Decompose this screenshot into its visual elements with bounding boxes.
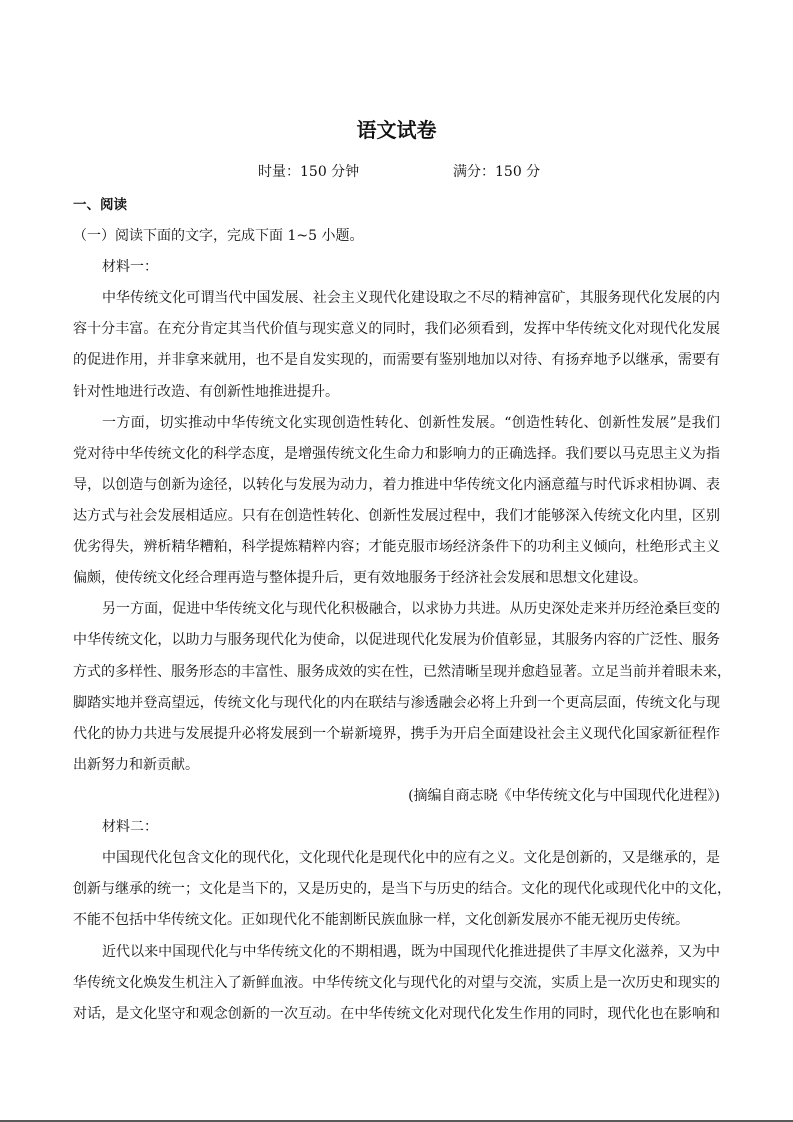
instruction — [73, 221, 720, 252]
text-line: 材料一： — [102, 259, 158, 276]
text-line: 针对性地进行改造、有创新性地推进提升。 — [73, 383, 339, 400]
text-line: 材料二： — [102, 819, 158, 836]
text-line: 创新与继承的统一；文化是当下的，又是历史的，是当下与历史的结合。文化的现代化或现代化中的文化， — [73, 881, 731, 898]
text-line: （一）阅读下面的文字，完成下面 1~5 小题。 — [73, 228, 364, 244]
paragraph — [73, 843, 731, 936]
text-line: 不能不包括中华传统文化。正如现代化不能割断民族血脉一样，文化创新发展亦不能无视历史传统。 — [73, 912, 689, 929]
text-line: 达方式与社会发展相适应。只有在创造性转化、创新性发展过程中，我们才能够深入传统文化内里，区别 — [73, 507, 720, 524]
material-label — [73, 812, 720, 843]
document-body — [73, 221, 731, 1030]
text-line: 容十分丰富。在充分肯定其当代价值与现实意义的同时，我们必须看到，发挥中华传统文化对现代化发展 — [73, 321, 720, 338]
text-line: 的促进作用，并非拿来就用，也不是自发实现的，而需要有鉴别地加以对待、有扬弃地予以继承，需要有 — [73, 352, 720, 369]
exam-full-score: 满分：150 分 — [453, 164, 541, 180]
text-line: 中华传统文化，以助力与服务现代化为使命，以促进现代化发展为价值彰显，其服务内容的广泛性、服务 — [73, 632, 720, 649]
text-line: 中华传统文化可谓当代中国发展、社会主义现代化建设取之不尽的精神富矿，其服务现代化发展的内 — [102, 290, 720, 307]
paragraph — [73, 283, 720, 407]
section-heading: 一、阅读 — [73, 197, 127, 213]
text-line: 脚踏实地并登高望远，传统文化与现代化的内在联结与渗透融会必将上升到一个更高层面，传统文化与现 — [73, 694, 720, 711]
text-line: 另一方面，促进中华传统文化与现代化积极融合，以求协力共进。从历史深处走来并历经沧桑巨变的 — [102, 601, 720, 618]
text-line: 偏颇，使传统文化经合理再造与整体提升后，更有效地服务于经济社会发展和思想文化建设。 — [73, 570, 647, 587]
text-line: 导，以创造与创新为途径，以转化与发展为动力，着力推进中华传统文化内涵意蕴与时代诉求相协调、表 — [73, 476, 720, 493]
paragraph — [73, 594, 731, 781]
text-line: 华传统文化焕发生机注入了新鲜血液。中华传统文化与现代化的对望与交流，实质上是一次历史和现实的 — [73, 974, 720, 991]
text-line: 中国现代化包含文化的现代化，文化现代化是现代化中的应有之义。文化是创新的，又是继承的，是 — [102, 850, 720, 867]
text-line: 对话，是文化坚守和观念创新的一次互动。在中华传统文化对现代化发生作用的同时，现代化也在影响和 — [73, 1005, 720, 1022]
text-line: 优劣得失，辨析精华糟粕，科学提炼精粹内容；才能克服市场经济条件下的功利主义倾向，杜绝形式主义 — [73, 539, 720, 556]
material-label — [73, 252, 720, 283]
text-line: 出新努力和新贡献。 — [73, 756, 199, 773]
text-line: 党对待中华传统文化的科学态度，是增强传统文化生命力和影响力的正确选择。我们要以马克思主义为指 — [73, 445, 720, 462]
paragraph — [73, 408, 720, 595]
paragraph — [73, 937, 720, 1030]
text-line: 近代以来中国现代化与中华传统文化的不期相遇，既为中国现代化推进提供了丰厚文化滋养，又为中 — [102, 943, 720, 960]
exam-duration: 时量：150 分钟 — [258, 164, 360, 180]
text-line: (摘编自商志晓《中华传统文化与中国现代化进程》) — [408, 787, 720, 804]
text-line: 一方面，切实推动中华传统文化实现创造性转化、创新性发展。“创造性转化、创新性发展”是我们 — [102, 414, 720, 431]
text-line: 方式的多样性、服务形态的丰富性、服务成效的实在性，已然清晰呈现并愈趋显著。立足当前并着眼未来， — [73, 663, 731, 680]
document-title: 语文试卷 — [356, 118, 437, 142]
source-citation — [73, 781, 720, 812]
text-line: 代化的协力共进与发展提升必将发展到一个崭新境界，携手为开启全面建设社会主义现代化国家新征程作 — [73, 725, 720, 742]
